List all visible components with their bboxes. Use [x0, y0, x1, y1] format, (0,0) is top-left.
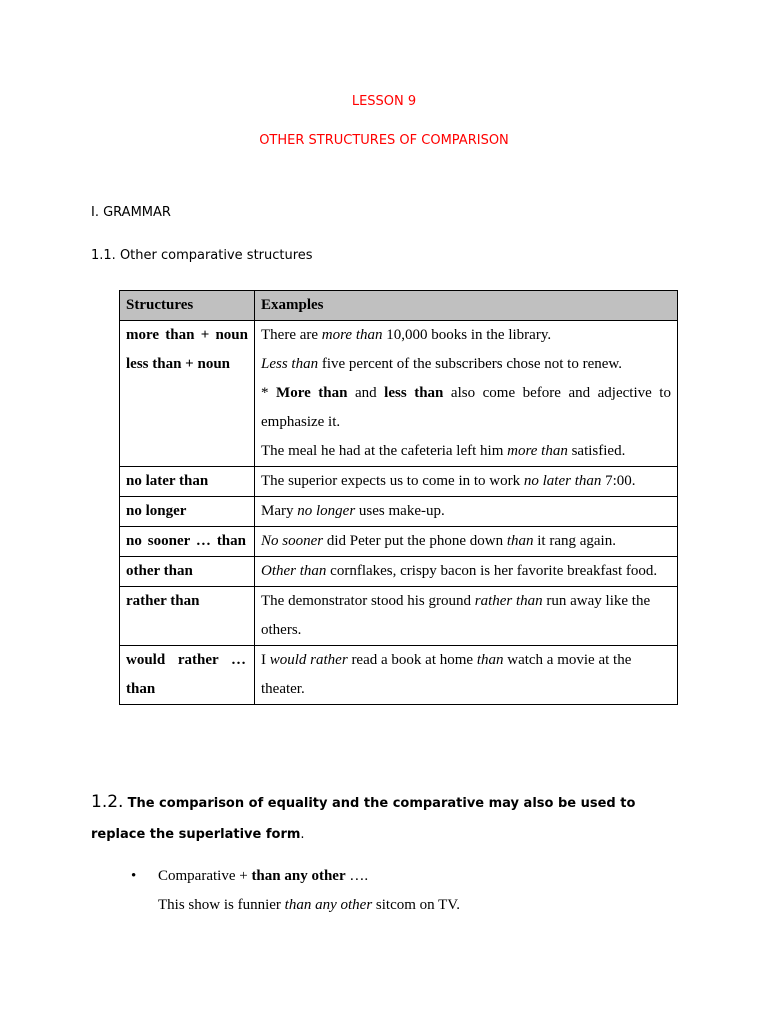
bullet-rule: Comparative + than any other ….: [158, 868, 369, 884]
bullet-text: [158, 862, 460, 920]
example-cell: The superior expects us to come in to work no later than 7:00.: [255, 467, 678, 497]
section-heading-grammar: I. GRAMMAR: [91, 205, 171, 220]
structure-cell: no longer: [120, 497, 255, 527]
table-row: [120, 497, 678, 527]
lesson-title: LESSON 9: [351, 94, 417, 109]
example-cell: [255, 321, 678, 467]
example-sentence: Less than five percent of the subscribers chose not to renew.: [261, 356, 623, 372]
table-row: [120, 646, 678, 705]
column-header-structures: Structures: [120, 291, 255, 321]
structure-cell: other than: [120, 557, 255, 587]
section-number: 1.2.: [91, 792, 124, 812]
section-1-2-paragraph: 1.2. The comparison of equality and the comparative may also be used to replace the superlative form.: [91, 792, 636, 842]
table-header-row: [120, 291, 678, 321]
table-row: [120, 467, 678, 497]
table-row: [120, 527, 678, 557]
table-row: [120, 557, 678, 587]
bullet-example: This show is funnier than any other sitcom on TV.: [158, 897, 460, 913]
example-sentence: The meal he had at the cafeteria left him more than satisfied.: [261, 443, 626, 459]
example-cell: No sooner did Peter put the phone down than it rang again.: [255, 527, 678, 557]
column-header-examples: Examples: [255, 291, 678, 321]
structure-cell: no sooner … than: [120, 527, 255, 557]
bullet-icon: •: [131, 868, 137, 884]
subsection-heading: 1.1. Other comparative structures: [91, 248, 313, 263]
structure-cell: rather than: [120, 587, 255, 646]
lesson-subtitle: OTHER STRUCTURES OF COMPARISON: [259, 133, 509, 148]
structure-text: less than + noun: [126, 356, 231, 372]
structure-cell: [120, 321, 255, 467]
section-text: The comparison of equality and the comparative may also be used to replace the superlative form: [91, 796, 636, 842]
table-row: [120, 587, 678, 646]
table-row: [120, 321, 678, 467]
structure-text: more than + noun: [126, 327, 248, 343]
example-cell: I would rather read a book at home than watch a movie at the theater.: [255, 646, 678, 705]
structure-cell: no later than: [120, 467, 255, 497]
example-note: * More than and less than also come before and adjective to emphasize it.: [261, 385, 671, 430]
example-sentence: There are more than 10,000 books in the library.: [261, 327, 552, 343]
structure-cell: would rather … than: [120, 646, 255, 705]
example-cell: The demonstrator stood his ground rather than run away like the others.: [255, 587, 678, 646]
example-cell: Mary no longer uses make-up.: [255, 497, 678, 527]
comparison-structures-table: [119, 290, 678, 705]
example-cell: Other than cornflakes, crispy bacon is her favorite breakfast food.: [255, 557, 678, 587]
